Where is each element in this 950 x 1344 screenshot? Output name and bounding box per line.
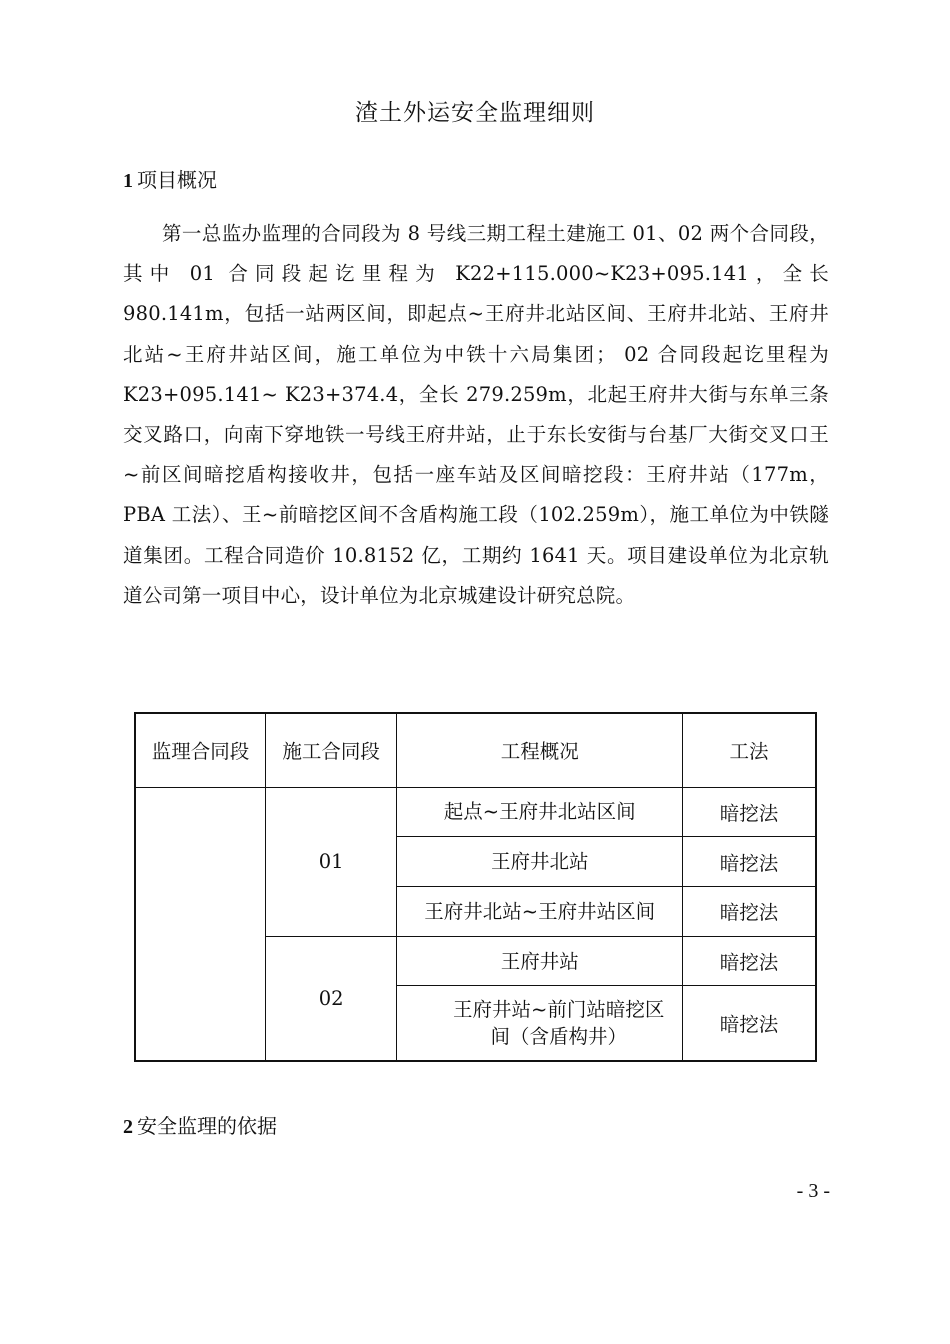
overview-cell: 王府井北站 <box>397 837 683 887</box>
supervision-contract-cell <box>135 787 266 1061</box>
table-row <box>135 787 816 837</box>
section-1-number: 1 <box>123 170 133 192</box>
section-2-title: 安全监理的依据 <box>137 1114 277 1138</box>
overview-cell: 王府井站~前门站暗挖区间（含盾构井） <box>397 986 683 1061</box>
overview-cell: 王府井站 <box>397 936 683 986</box>
table-header-cell: 施工合同段 <box>266 713 397 787</box>
table-header-cell: 工法 <box>683 713 816 787</box>
project-overview-paragraph: 第一总监办监理的合同段为 8 号线三期工程土建施工 01、02 两个合同段，其中 01 合同段起讫里程为 K22+115.000~K23+095.141，全长980.141m，包括一站两区间，即起点~王府井北站区间、王府井北站、王府井北站~王府井站区间，施工单位为中铁十六局集团； 02 合同段起讫里程为 K23+095.141~ K23+374.4，全长 279.259m，北起王府井大街与东单三条交叉路口，向南下穿地铁一号线王府井站，止于东长安街与台基厂大街交叉口王~前区间暗挖盾构接收井，包括一座车站及区间暗挖段：王府井站（177m，PBA 工法）、王~前暗挖区间不含盾构施工段（102.259m），施工单位为中铁隧道集团。工程合同造价 10.8152 亿，工期约 1641 天。项目建设单位为北京轨道公司第一项目中心，设计单位为北京城建设计研究总院。 <box>123 222 829 607</box>
method-cell: 暗挖法 <box>683 837 816 887</box>
overview-cell: 起点~王府井北站区间 <box>397 787 683 837</box>
section-2-heading <box>123 1110 277 1139</box>
table-header-row <box>135 713 816 787</box>
section-1-title: 项目概况 <box>137 168 217 192</box>
contract-summary-table <box>134 712 817 1062</box>
method-cell: 暗挖法 <box>683 936 816 986</box>
table-header-cell: 工程概况 <box>397 713 683 787</box>
document-title: 渣土外运安全监理细则 <box>355 100 595 126</box>
section-1-heading <box>123 164 217 193</box>
method-cell: 暗挖法 <box>683 787 816 837</box>
construction-contract-cell: 01 <box>266 787 397 936</box>
page-number: - 3 - <box>796 1180 830 1202</box>
section-2-number: 2 <box>123 1116 133 1138</box>
table-header-cell: 监理合同段 <box>135 713 266 787</box>
method-cell: 暗挖法 <box>683 986 816 1061</box>
overview-cell: 王府井北站~王府井站区间 <box>397 886 683 936</box>
method-cell: 暗挖法 <box>683 886 816 936</box>
construction-contract-cell: 02 <box>266 936 397 1061</box>
